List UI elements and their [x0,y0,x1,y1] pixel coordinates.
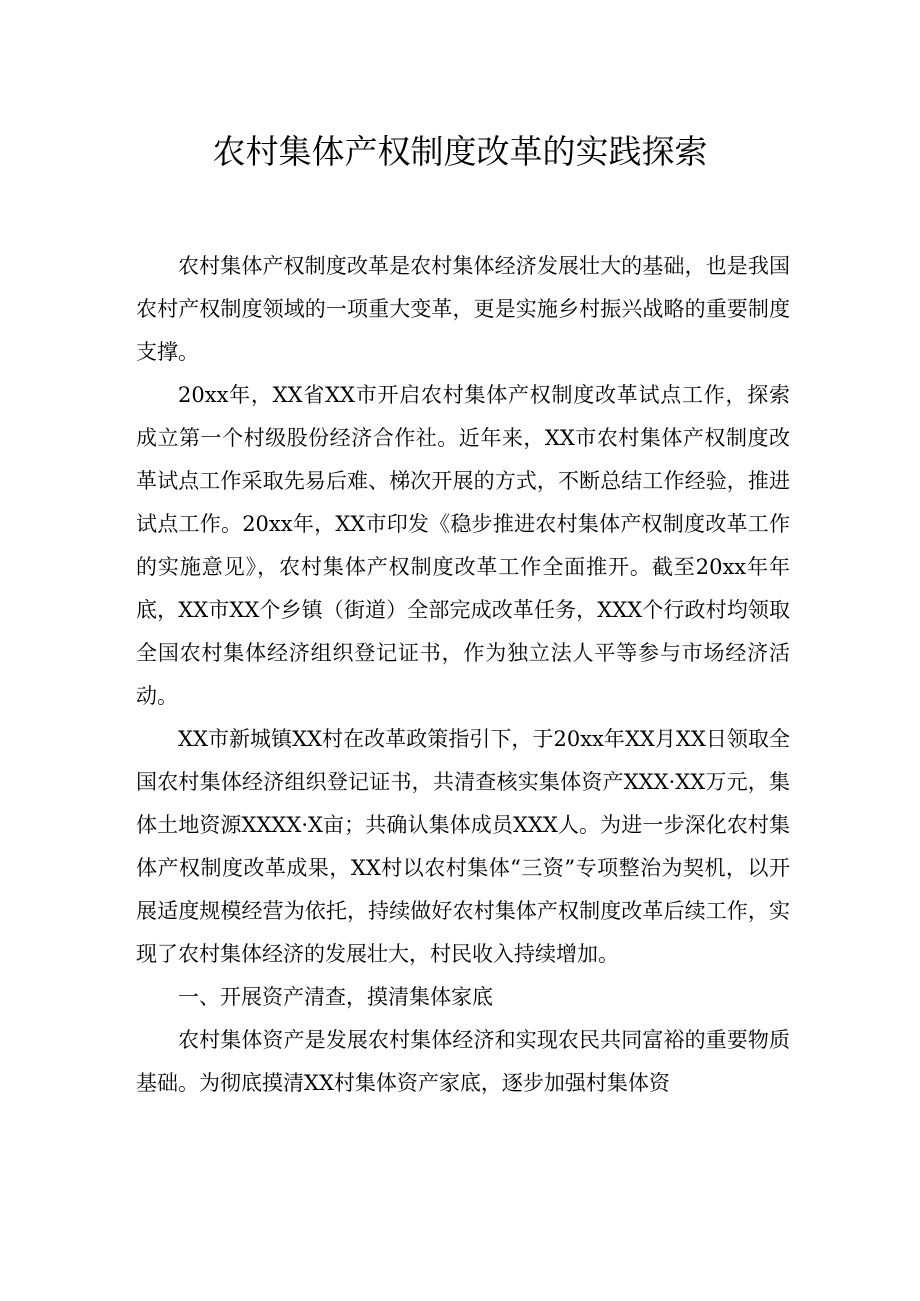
paragraph-section-1: 农村集体资产是发展农村集体经济和实现农民共同富裕的重要物质基础。为彻底摸清XX村集体资产家底，逐步加强村集体资 [136,1028,790,1095]
paragraph-intro: 农村集体产权制度改革是农村集体经济发展壮大的基础，也是我国农村产权制度领域的一项重大变革，更是实施乡村振兴战略的重要制度支撑。 [136,254,790,364]
paragraph-background: 20xx年，XX省XX市开启农村集体产权制度改革试点工作，探索成立第一个村级股份经济合作社。近年来，XX市农村集体产权制度改革试点工作采取先易后难、梯次开展的方式，不断总结工作经验，推进试点工作。20xx年，XX市印发《稳步推进农村集体产权制度改革工作的实施意见》，农村集体产权制度改革工作全面推开。截至20xx年年底，XX市XX个乡镇（街道）全部完成改革任务，XXX个行政村均领取全国农村集体经济组织登记证书，作为独立法人平等参与市场经济活动。 [136,383,790,708]
section-heading-1: 一、开展资产清查，摸清集体家底 [178,985,493,1009]
document-body [136,245,790,1105]
paragraph-village-case: XX市新城镇XX村在改革政策指引下，于20xx年XX月XX日领取全国农村集体经济组织登记证书，共清查核实集体资产XXX·XX万元，集体土地资源XXXX·X亩；共确认集体成员XXX人。为进一步深化农村集体产权制度改革成果，XX村以农村集体“三资”专项整治为契机，以开展适度规模经营为依托，持续做好农村集体产权制度改革后续工作，实现了农村集体经济的发展壮大，村民收入持续增加。 [136,727,790,966]
document-title: 农村集体产权制度改革的实践探索 [212,132,708,171]
